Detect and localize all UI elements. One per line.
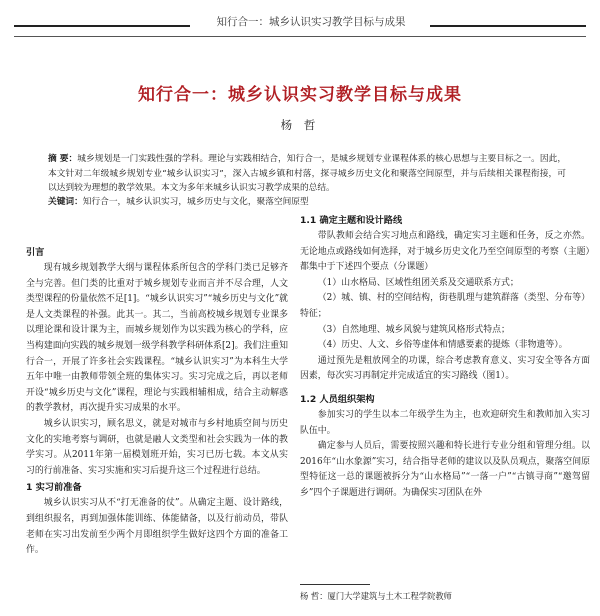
section-1-1-heading: 1.1 确定主题和设计路线 bbox=[300, 215, 403, 226]
section-1-2-paragraph-2: 确定参与人员后，需要按照兴趣和特长进行专业分组和管理分组。以2016年“山水象源”实习，结合指导老师的建议以及队员观点，聚落空间原型特征这一总的课题被拆分为“山水格局”“一落一户”“古镇寻商”“邀驾留乡”四个子课题进行调研。为确保实习团队在外 bbox=[300, 441, 590, 498]
paper-title: 知行合一：城乡认识实习教学目标与成果 bbox=[138, 85, 462, 105]
running-header bbox=[0, 8, 600, 32]
footnote-rule bbox=[300, 584, 370, 585]
list-item: （1）山水格局、区域性组团关系及交通联系方式； bbox=[317, 277, 519, 288]
section-1-1-paragraph: 带队教师会结合实习地点和路线，确定实习主题和任务，反之亦然。无论地点或路线如何选择，对于城乡历史文化乃至空间原型的考察（主题）都集中于下述四个要点（分课题） bbox=[300, 231, 590, 273]
author-footnote: 杨 哲：厦门大学建筑与土木工程学院教师 bbox=[300, 591, 452, 601]
keywords bbox=[48, 195, 566, 209]
section-1-2-heading: 1.2 人员组织架构 bbox=[300, 393, 375, 405]
abstract-text: 城乡规划是一门实践性强的学科。理论与实践相结合，知行合一，是城乡规划专业课程体系的核心思想与主要目标之一。因此，本文针对二年级城乡规划专业“城乡认识实习”，深入古城乡镇和村落，探寻城乡历史文化和聚落空间原型，并与后续相关课程衔接，可以达到较为理想的教学效果。本文为多年来城乡认识实习教学成果的总结。 bbox=[48, 154, 567, 193]
intro-heading: 引言 bbox=[26, 247, 45, 258]
intro-paragraph: 城乡认识实习，顾名思义，就是对城市与乡村地质空间与历史文化的实地考察与调研，也就是融人文类型和社会实践为一体的教学实习。从2011年第一届模划班开始，实习已历七载。本文从实习的行前准备、实习实施和实习后提升这三个过程进行总结。 bbox=[26, 418, 288, 476]
keywords-text: 知行合一，城乡认识实习，城乡历史与文化，聚落空间原型 bbox=[82, 197, 309, 207]
header-rule-left bbox=[14, 25, 190, 27]
intro-paragraph: 现有城乡规划教学大纲与课程体系所包含的学科门类已足够齐全与完善。但门类的比重对于城乡规划专业而言并不尽合理，人文类型课程的份量依然不足[1]。“城乡认识实习”“城乡历史与文化”就是人文类课程的补强。此其一。其二，当前高校城乡规划专业课多以理论课和设计课为主，而城乡规划作为以实践为核心的学科，应当构建面向实践的城乡规划一级学科教学科研体系[2]。我们注重知行合一，开展了许多社会实践课程。“城乡认识实习”为本科生大学五年中唯一由教师带领全班的集体实习。实习完成之后，再以老师开设“城乡历史与文化”课程，理论与实践相辅相成，结合主动解惑的教学教材，再次提升实习成果的水平。 bbox=[26, 263, 288, 414]
header-rule-right bbox=[430, 25, 586, 27]
abstract-label: 摘 要： bbox=[48, 154, 78, 164]
running-header-title: 知行合一：城乡认识实习教学目标与成果 bbox=[216, 16, 406, 28]
author: 杨 哲 bbox=[280, 118, 320, 132]
section1-paragraph: 城乡认识实习从不“打无准备的仗”。从确定主题、设计路线，到组织报名，再到加强体能训练、体能储备，以及行前动员，带队老师在实习出发前至少两个月即组织学生做好这四个方面的准备工作。 bbox=[26, 498, 288, 556]
list-item: （2）城、镇、村的空间结构，街巷肌理与建筑群落（类型、分布等）特征； bbox=[300, 293, 590, 319]
list-item: （4）历史、人文、乡俗等虚体和情感要素的提炼（非物遗等）。 bbox=[317, 340, 568, 351]
keywords-label: 关键词： bbox=[48, 197, 83, 207]
right-column bbox=[300, 212, 590, 502]
section-1-1-paragraph-2: 通过预先是粗放网全的功课，综合考虑教育意义、实习安全等各方面因素，每次实习再制定并完成适宜的实习路线（图1）。 bbox=[300, 355, 590, 382]
abstract bbox=[48, 152, 566, 196]
header-bottom-rule bbox=[14, 36, 586, 37]
section1-heading: 1 实习前准备 bbox=[26, 482, 82, 494]
left-column bbox=[26, 244, 288, 559]
list-item: （3）自然地理、城乡风貌与建筑风格形式特点； bbox=[317, 324, 510, 335]
section-1-2-paragraph: 参加实习的学生以本二年级学生为主，也欢迎研究生和教师加入实习队伍中。 bbox=[300, 409, 590, 436]
